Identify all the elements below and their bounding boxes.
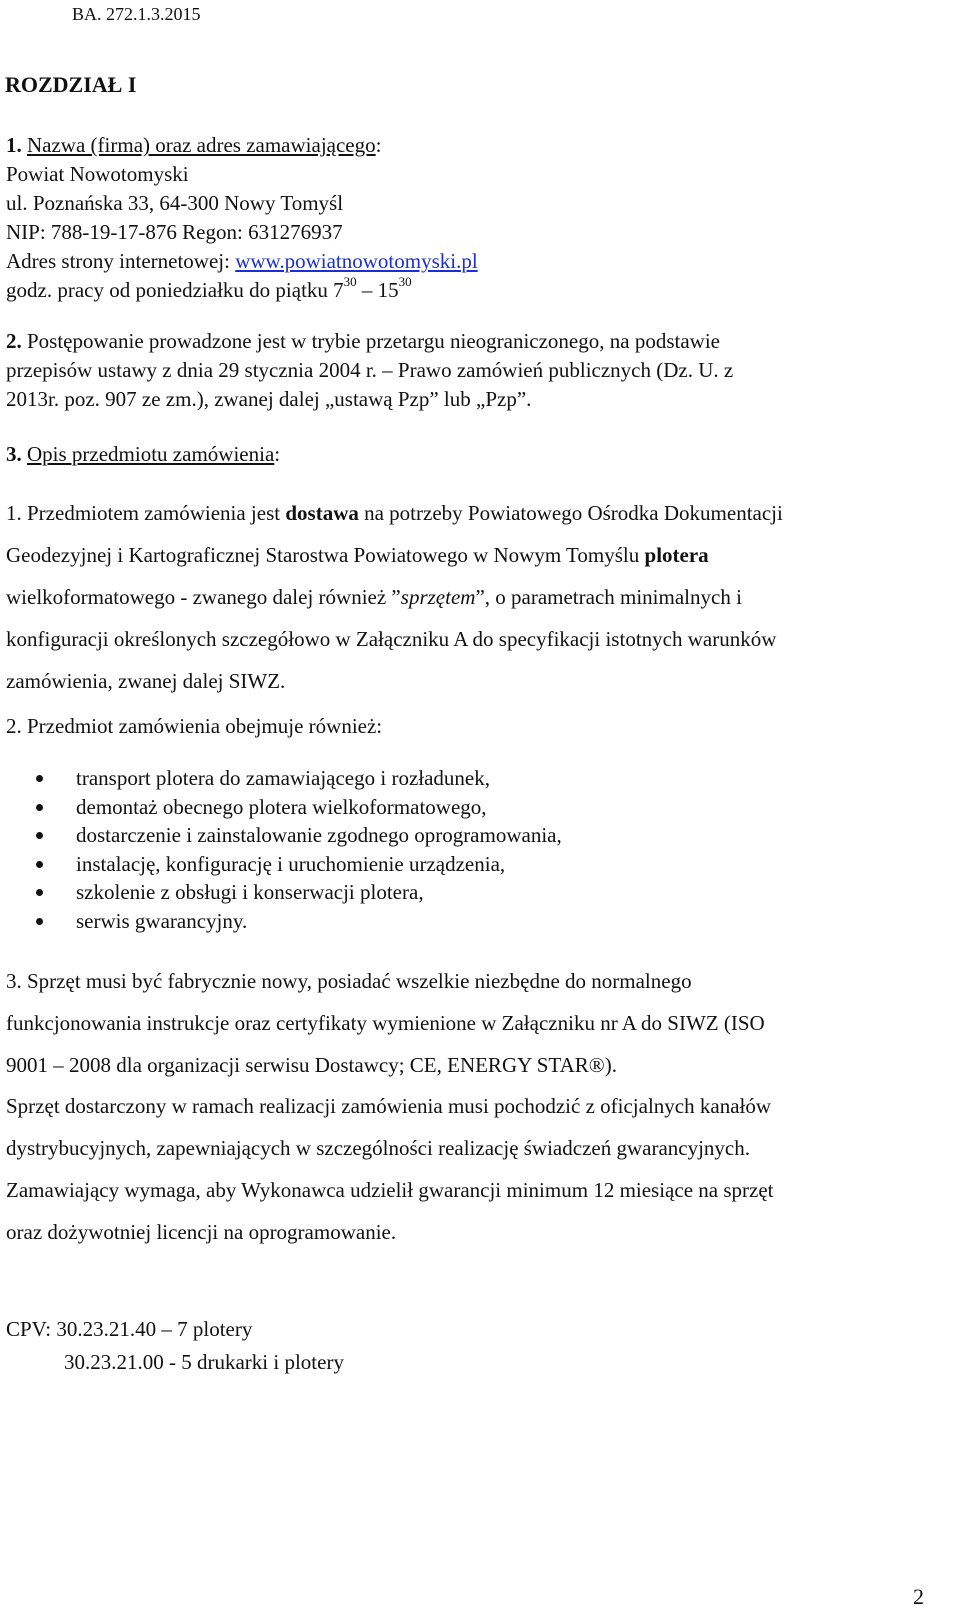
bullet-icon: [36, 861, 43, 868]
list-item: [36, 764, 562, 793]
list-item-text: dostarczenie i zainstalowanie zgodnego oprogramowania,: [76, 823, 562, 847]
section-contracting-authority: [6, 131, 478, 305]
office-hours-start-minutes: 30: [343, 274, 357, 289]
requirements-line-3: 9001 – 2008 dla organizacji serwisu Dostawcy; CE, ENERGY STAR®).: [6, 1053, 617, 1077]
list-item-text: szkolenie z obsługi i konserwacji plotera,: [76, 880, 424, 904]
list-item: [36, 907, 562, 936]
authority-name: Powiat Nowotomyski: [6, 162, 189, 186]
warranty-line-1: Sprzęt dostarczony w ramach realizacji zamówienia musi pochodzić z oficjalnych kanałów: [6, 1094, 772, 1118]
list-item-text: instalację, konfigurację i uruchomienie urządzenia,: [76, 851, 506, 876]
page-number: 2: [913, 1584, 924, 1609]
bullet-icon: [36, 832, 43, 839]
office-hours-dash: – 15: [356, 278, 399, 302]
cpv-code-1: CPV: 30.23.21.40 – 7 plotery: [6, 1317, 253, 1341]
subject-line-5: zamówienia, zwanej dalej SIWZ.: [6, 669, 286, 693]
scope-intro: 2. Przedmiot zamówienia obejmuje również:: [6, 714, 383, 738]
subject-line-3: [6, 576, 928, 618]
subject-text-1a: 1. Przedmiotem zamówienia jest: [6, 501, 286, 525]
subject-keyword-delivery: dostawa: [285, 501, 359, 525]
section-1-colon: :: [375, 133, 382, 157]
subject-line-4: konfiguracji określonych szczegółowo w Załączniku A do specyfikacji istotnych warunków: [6, 627, 777, 651]
office-hours-text: godz. pracy od poniedziałku do piątku 7: [6, 278, 344, 302]
office-hours: [6, 276, 478, 305]
chapter-title: ROZDZIAŁ I: [5, 72, 137, 97]
procedure-text-1: Postępowanie prowadzone jest w trybie przetargu nieograniczonego, na podstawie: [21, 329, 720, 353]
subject-text-3a: wielkoformatowego - zwanego dalej również ”: [6, 585, 401, 609]
section-1-title: Nazwa (firma) oraz adres zamawiającego: [27, 133, 376, 157]
section-1-heading: [6, 131, 478, 160]
scope-list: [36, 764, 562, 935]
bullet-icon: [36, 918, 43, 925]
subject-text-3c: ”, o parametrach minimalnych i: [475, 585, 742, 609]
section-2-number: 2.: [6, 329, 22, 353]
website-label: Adres strony internetowej:: [6, 249, 236, 273]
bullet-icon: [36, 804, 43, 811]
procedure-line-3: 2013r. poz. 907 ze zm.), zwanej dalej „ustawą Pzp” lub „Pzp”.: [6, 387, 532, 411]
requirements-line-1: 3. Sprzęt musi być fabrycznie nowy, posiadać wszelkie niezbędne do normalnego: [6, 969, 692, 993]
section-procedure: [6, 327, 928, 414]
section-3-colon: :: [274, 442, 281, 466]
section-3-number: 3.: [6, 442, 22, 466]
bullet-icon: [36, 889, 43, 896]
section-1-number: 1.: [6, 133, 22, 157]
procedure-line-2: przepisów ustawy z dnia 29 stycznia 2004 r. – Prawo zamówień publicznych (Dz. U. z: [6, 358, 734, 382]
list-item-text: serwis gwarancyjny.: [76, 908, 248, 933]
subject-line-1: [6, 492, 928, 534]
section-3-title: Opis przedmiotu zamówienia: [27, 442, 275, 466]
equipment-requirements: [6, 960, 928, 1086]
warranty-paragraph: [6, 1085, 928, 1253]
document-reference: BA. 272.1.3.2015: [72, 4, 201, 24]
subject-paragraph: [6, 492, 928, 702]
list-item: [36, 793, 562, 822]
subject-line-2: [6, 534, 928, 576]
cpv-code-2: 30.23.21.00 - 5 drukarki i plotery: [64, 1350, 344, 1374]
warranty-line-4: oraz dożywotniej licencji na oprogramowanie.: [6, 1220, 397, 1244]
list-item: [36, 850, 562, 879]
warranty-line-3: Zamawiający wymaga, aby Wykonawca udzielił gwarancji minimum 12 miesiące na sprzęt: [6, 1178, 774, 1202]
requirements-line-2: funkcjonowania instrukcje oraz certyfikaty wymienione w Załączniku nr A do SIWZ (ISO: [6, 1011, 765, 1035]
warranty-line-2: dystrybucyjnych, zapewniających w szczególności realizację świadczeń gwarancyjnych.: [6, 1136, 750, 1160]
authority-website-line: [6, 247, 478, 276]
subject-keyword-equipment: sprzętem: [400, 585, 476, 609]
list-item-text: demontaż obecnego plotera wielkoformatowego,: [76, 794, 487, 819]
website-link[interactable]: www.powiatnowotomyski.pl: [235, 249, 478, 273]
list-item: [36, 821, 562, 850]
subject-text-2a: Geodezyjnej i Kartograficznej Starostwa Powiatowego w Nowym Tomyślu: [6, 543, 645, 567]
procedure-line-1: [6, 327, 928, 356]
list-item-text: transport plotera do zamawiającego i rozładunek,: [76, 766, 490, 790]
subject-keyword-plotter: plotera: [644, 543, 709, 567]
section-3-heading: [6, 440, 280, 469]
authority-address: ul. Poznańska 33, 64-300 Nowy Tomyśl: [6, 191, 344, 215]
office-hours-end-minutes: 30: [398, 274, 412, 289]
authority-nip-regon: NIP: 788-19-17-876 Regon: 631276937: [6, 220, 343, 244]
list-item: [36, 878, 562, 907]
bullet-icon: [36, 775, 43, 782]
subject-text-1c: na potrzeby Powiatowego Ośrodka Dokumentacji: [358, 501, 783, 525]
